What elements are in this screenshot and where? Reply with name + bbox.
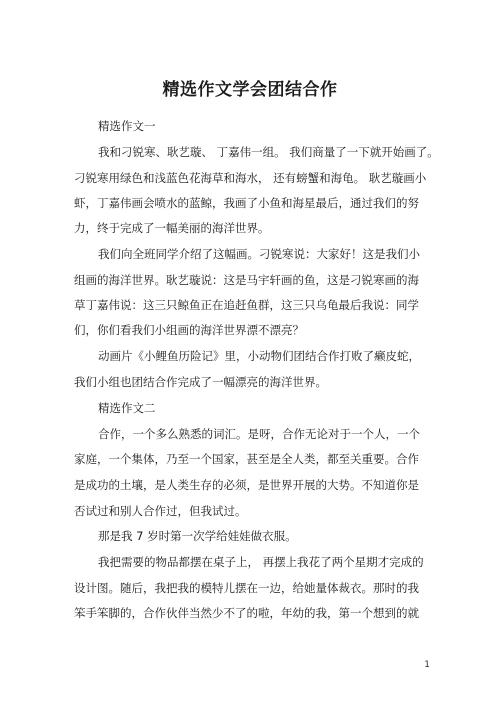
- paragraph-line: 家庭，一个集体，乃至一个国家，甚至是全人类，都至关重要。合作: [74, 452, 419, 466]
- paragraph-line: 那是我 7 岁时第一次学给娃娃做衣服。: [98, 529, 297, 543]
- paragraph-line: 草丁嘉伟说：这三只鲸鱼正在追赶鱼群，这三只乌龟最后我说：同学: [74, 298, 419, 312]
- section-heading-1: 精选作文一: [98, 119, 156, 133]
- paragraph-line: 刁锐寒用绿色和浅蓝色花海草和海水， 还有螃蟹和海龟。 耿艺璇画小: [74, 171, 427, 185]
- page-number: 1: [424, 660, 430, 670]
- section-heading-2: 精选作文二: [98, 401, 156, 415]
- paragraph-line: 设计图。随后，我把我的模特儿摆在一边，给她量体裁衣。那时的我: [74, 581, 419, 595]
- paragraph-line: 们，你们看我们小组画的海洋世界漂不漂亮？: [74, 323, 304, 337]
- paragraph-line: 我们向全班同学介绍了这幅画。刁锐寒说：大家好！这是我们小: [98, 247, 420, 261]
- paragraph-line: 是成功的土壤，是人类生存的必须，是世界开展的大势。不知道你是: [74, 478, 419, 492]
- paragraph-line: 我和刁锐寒、耿艺璇、 丁嘉伟一组。 我们商量了一下就开始画了。: [98, 145, 439, 159]
- paragraph-line: 笨手笨脚的，合作伙伴当然少不了的啦，年幼的我，第一个想到的就: [74, 606, 419, 620]
- paragraph-line: 我把需要的物品都摆在桌子上， 再摆上我花了两个星期才完成的: [98, 555, 424, 569]
- paragraph-line: 动画片《小鲤鱼历险记》里，小动物们团结合作打败了癞皮蛇，: [98, 349, 420, 363]
- document-title: 精选作文学会团结合作: [162, 80, 338, 100]
- paragraph-line: 合作，一个多么熟悉的词汇。是呀，合作无论对于一个人，一个: [98, 427, 420, 441]
- paragraph-line: 虾，丁嘉伟画会喷水的蓝鲸，我画了小鱼和海星最后，通过我们的努: [74, 196, 419, 210]
- paragraph-line: 否试过和别人合作过，但我试过。: [74, 504, 247, 518]
- paragraph-line: 我们小组也团结合作完成了一幅漂亮的海洋世界。: [74, 375, 327, 389]
- paragraph-line: 力，终于完成了一幅美丽的海洋世界。: [74, 221, 270, 235]
- paragraph-line: 组画的海洋世界。耿艺璇说：这是马宇轩画的鱼，这是刁锐寒画的海: [74, 273, 419, 287]
